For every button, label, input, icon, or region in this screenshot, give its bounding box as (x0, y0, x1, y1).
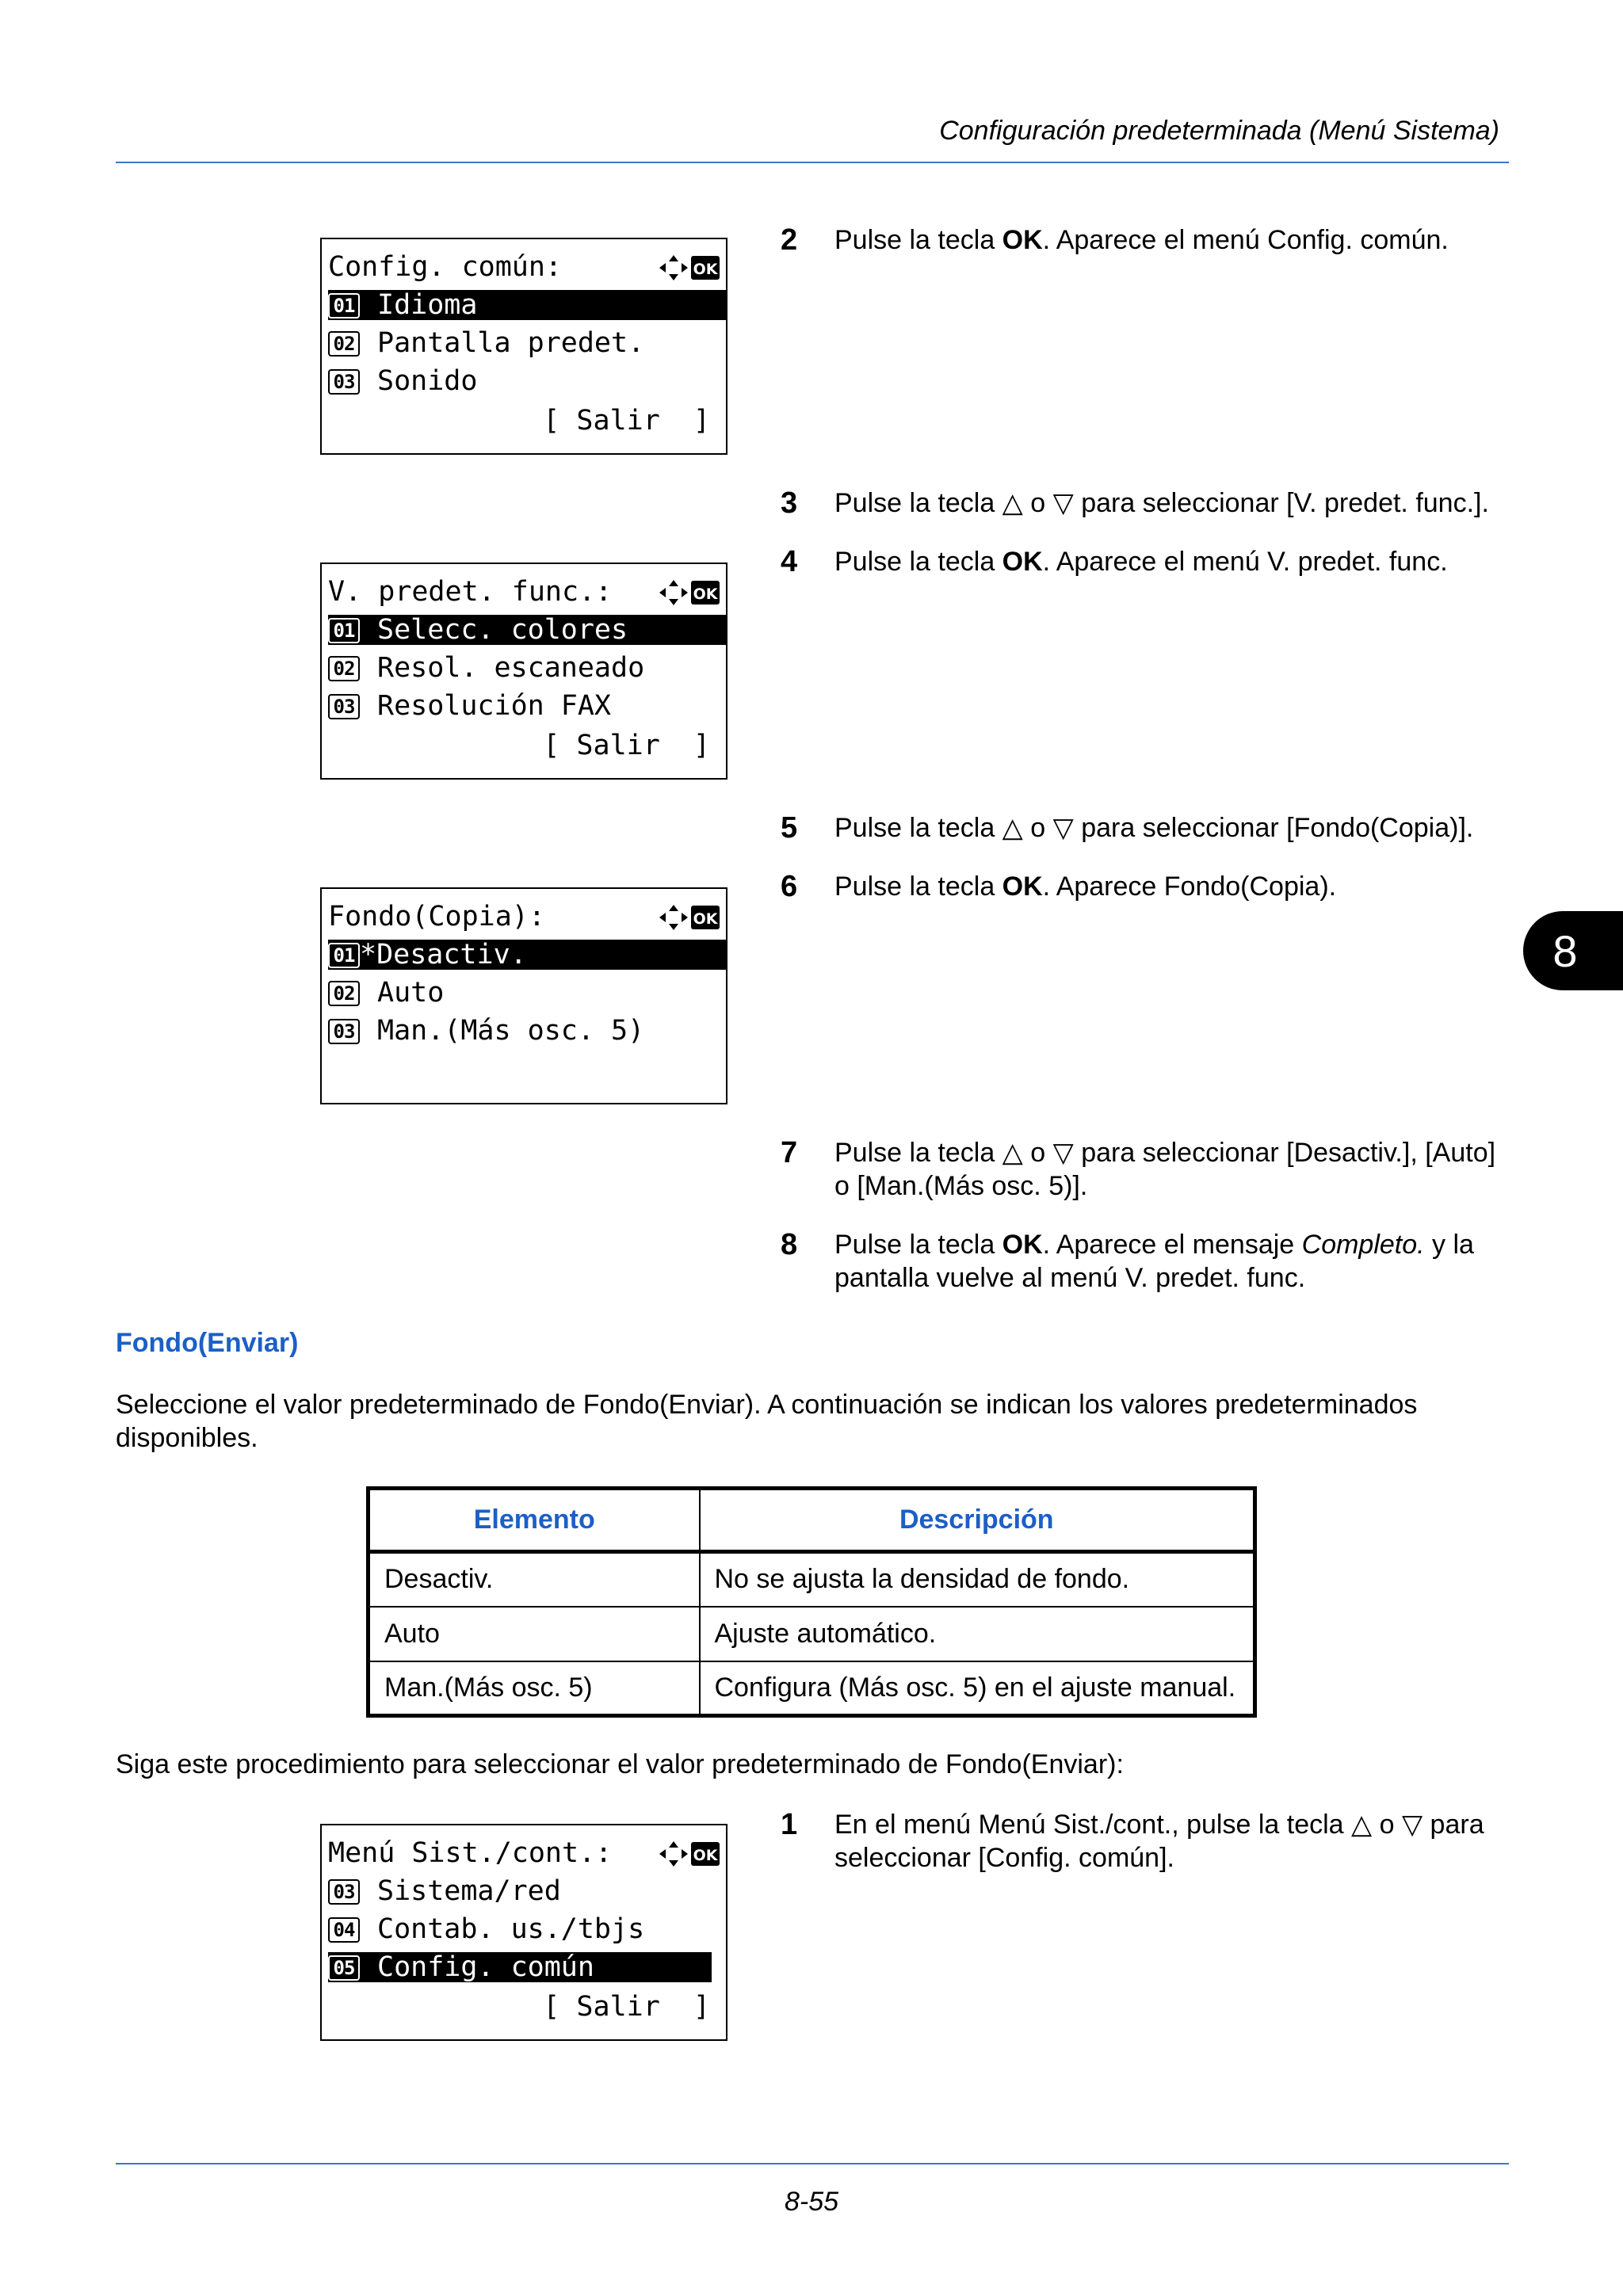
svg-text:OK: OK (693, 1847, 718, 1864)
lcd-title: Menú Sist./cont.: (328, 1837, 613, 1869)
step-text (834, 1228, 1510, 1295)
table-cell: Man.(Más osc. 5) (369, 1661, 700, 1716)
procedure-intro: Siga este procedimiento para seleccionar el valor predeterminado de Fondo(Enviar): (116, 1749, 1124, 1779)
step-8 (781, 1228, 1510, 1295)
item-number-badge: 01 (328, 943, 360, 968)
table-cell: No se ajusta la densidad de fondo. (700, 1552, 1255, 1607)
lcd-menu-item (328, 328, 723, 358)
exit-label: [ Salir ] (543, 405, 710, 437)
key-name: OK (1002, 547, 1043, 577)
exit-label: [ Salir ] (543, 730, 710, 761)
table-cell: Ajuste automático. (700, 1607, 1255, 1661)
lcd-menu-item (328, 1876, 723, 1906)
step-text-part: Pulse la tecla (834, 871, 1002, 902)
step-text-part: . Aparece Fondo(Copia). (1042, 871, 1337, 902)
lcd-item-label: Pantalla predet. (377, 327, 645, 359)
step-text-part: Pulse la tecla (834, 225, 1002, 255)
step-text: Pulse la tecla △ o ▽ para seleccionar [V. predet. func.]. (834, 488, 1489, 518)
table-row (369, 1552, 1255, 1607)
step-text (834, 223, 1510, 257)
lcd-item-label: Contab. us./tbjs (377, 1913, 645, 1945)
page-number: 8-55 (784, 2187, 839, 2217)
lcd-menu-item (328, 691, 723, 721)
step-text (834, 870, 1510, 903)
nav-ok-icon (658, 1840, 721, 1868)
lcd-item-label: Resol. escaneado (377, 652, 645, 684)
lcd-title: Fondo(Copia): (328, 901, 545, 933)
lcd-panel-fondo-copia (320, 887, 727, 1104)
exit-label: [ Salir ] (543, 1991, 710, 2023)
lcd-item-label: Sistema/red (377, 1875, 561, 1907)
step-7 (781, 1136, 1510, 1203)
nav-ok-icon (658, 903, 721, 932)
step-text-part: Pulse la tecla (834, 547, 1002, 577)
lcd-item-label: Resolución FAX (377, 690, 612, 722)
lcd-menu-item (328, 290, 726, 320)
lcd-item-label: Idioma (377, 289, 478, 321)
lcd-title: V. predet. func.: (328, 576, 613, 608)
step-text-part: y la pantalla vuelve al menú V. predet. func. (834, 1230, 1474, 1293)
header-rule (116, 162, 1509, 163)
nav-ok-icon (658, 254, 721, 282)
lcd-menu-item (328, 1914, 723, 1944)
lcd-item-label: Selecc. colores (377, 614, 628, 646)
step-2 (781, 223, 1510, 257)
footer-rule (116, 2163, 1509, 2164)
table-row (369, 1607, 1255, 1661)
lcd-title: Config. común: (328, 251, 563, 283)
item-number-badge: 02 (328, 656, 360, 681)
table-cell: Desactiv. (369, 1552, 700, 1607)
step-4 (781, 545, 1510, 578)
section-heading: Fondo(Enviar) (116, 1328, 299, 1358)
step-number: 2 (781, 223, 798, 257)
column-header: Elemento (369, 1489, 700, 1552)
item-number-badge: 03 (328, 1019, 360, 1044)
chapter-tab: 8 (1523, 911, 1623, 990)
key-name: OK (1002, 1230, 1043, 1260)
item-number-badge: 02 (328, 981, 360, 1006)
step-number: 5 (781, 811, 798, 845)
item-number-badge: 05 (328, 1955, 360, 1981)
step-text-part: . Aparece el menú V. predet. func. (1042, 547, 1448, 577)
lcd-item-label: Auto (377, 977, 445, 1009)
step-text: En el menú Menú Sist./cont., pulse la tecla △ o ▽ para seleccionar [Config. común]. (834, 1810, 1484, 1873)
step-number: 6 (781, 870, 798, 903)
item-number-badge: 03 (328, 694, 360, 719)
options-table (366, 1486, 1257, 1718)
svg-text:OK: OK (693, 910, 718, 928)
svg-text:OK: OK (693, 261, 718, 278)
step-number: 7 (781, 1136, 798, 1169)
lcd-menu-item (328, 653, 723, 683)
lcd-menu-item (328, 940, 726, 970)
lcd-exit-row (328, 1992, 723, 2022)
item-number-badge: 01 (328, 293, 360, 318)
table-header-row (369, 1489, 1255, 1552)
key-name: OK (1002, 225, 1043, 255)
item-number-badge: 03 (328, 369, 360, 395)
lcd-menu-item (328, 1952, 712, 1982)
message-name: Completo. (1301, 1230, 1425, 1260)
lcd-item-label: Config. común (377, 1951, 594, 1983)
lcd-menu-item (328, 366, 723, 396)
item-number-badge: 01 (328, 618, 360, 643)
svg-text:OK: OK (693, 585, 718, 603)
step-number: 4 (781, 545, 798, 578)
step-number: 3 (781, 486, 798, 520)
step-text (834, 545, 1510, 578)
lcd-menu-item (328, 1016, 723, 1046)
section-intro: Seleccione el valor predeterminado de Fondo(Enviar). A continuación se indican los valores predeterminados disponibles. (116, 1390, 1418, 1453)
lcd-panel-menu-sist-cont (320, 1824, 727, 2041)
step-number: 1 (781, 1808, 798, 1841)
lcd-exit-row (328, 730, 723, 761)
table-cell: Configura (Más osc. 5) en el ajuste manual. (700, 1661, 1255, 1716)
table-cell: Auto (369, 1607, 700, 1661)
lcd-menu-item (328, 978, 723, 1008)
lcd-menu-item (328, 615, 726, 645)
step-text-part: Pulse la tecla (834, 1230, 1002, 1260)
lcd-item-label: *Desactiv. (360, 939, 527, 971)
item-number-badge: 04 (328, 1917, 360, 1943)
lcd-exit-row (328, 406, 723, 436)
item-number-badge: 03 (328, 1879, 360, 1905)
key-name: OK (1002, 871, 1043, 902)
item-number-badge: 02 (328, 331, 360, 357)
lcd-panel-v-predet-func (320, 563, 727, 780)
step-5 (781, 811, 1510, 845)
step-text-part: . Aparece el mensaje (1042, 1230, 1302, 1260)
step-text-part: . Aparece el menú Config. común. (1042, 225, 1449, 255)
step-text: Pulse la tecla △ o ▽ para seleccionar [Desactiv.], [Auto] o [Man.(Más osc. 5)]. (834, 1138, 1496, 1201)
step-number: 8 (781, 1228, 798, 1261)
column-header: Descripción (700, 1489, 1255, 1552)
step-6 (781, 870, 1510, 903)
nav-ok-icon (658, 578, 721, 607)
lcd-item-label: Man.(Más osc. 5) (377, 1015, 645, 1047)
step-1 (781, 1808, 1510, 1875)
lcd-panel-config-comun (320, 238, 727, 455)
step-3 (781, 486, 1510, 520)
lcd-item-label: Sonido (377, 365, 478, 397)
table-row (369, 1661, 1255, 1716)
step-text: Pulse la tecla △ o ▽ para seleccionar [Fondo(Copia)]. (834, 813, 1474, 843)
page-header-title: Configuración predeterminada (Menú Sistema) (939, 116, 1499, 146)
